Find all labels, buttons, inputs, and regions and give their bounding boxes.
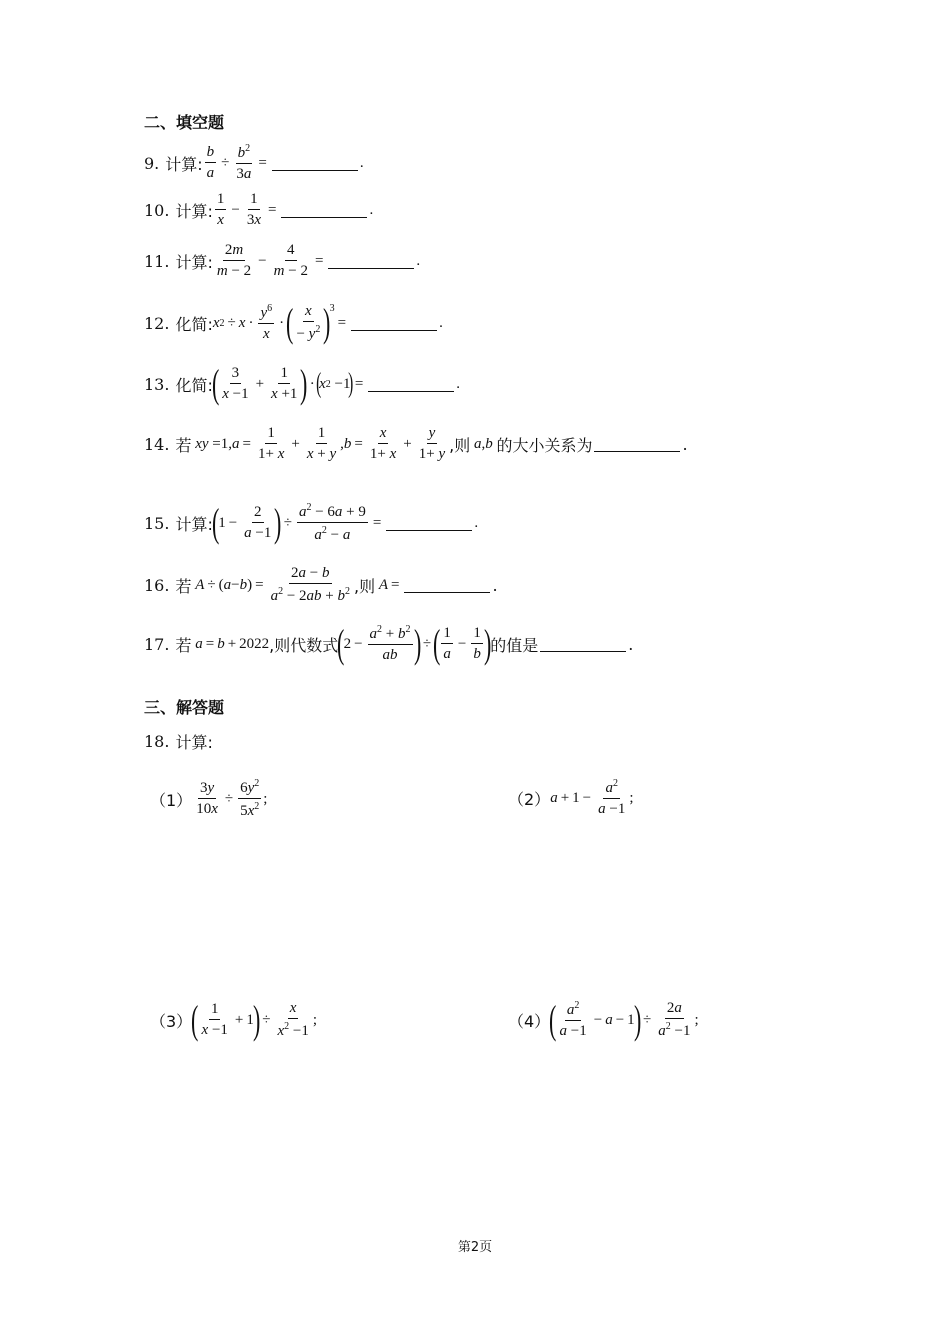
formula: ( 2 − $\frac{a^2 + b^2}{ab}$ ) ÷ ( $\frac{1}{a}$ − $\frac{1}{b}$ ) xyxy=(337,621,492,667)
formula: $\frac{2m}{m - 2}$ − $\frac{4}{m - 2}$ = . xyxy=(216,242,421,280)
problem-11 xyxy=(144,242,420,281)
answer-blank[interactable] xyxy=(272,156,358,171)
answer-blank[interactable] xyxy=(368,377,454,392)
answer-blank[interactable] xyxy=(594,437,680,452)
problem-number: 15. xyxy=(144,513,170,533)
problem-13 xyxy=(144,361,461,406)
problem-16: 16. 若 A ÷ ( a − b ) = $\frac{2a - b}{a^2 - 2ab + b^2}$ ,则 A = . xyxy=(144,565,498,605)
subproblem-1 xyxy=(150,778,267,821)
formula: ( $\frac{a^2}{a -1}$ − a − 1 ) ÷ $\frac{2a}{a^2 -1}$ ; xyxy=(549,997,699,1043)
page-footer: 第2页 xyxy=(457,1240,493,1255)
problem-15 xyxy=(144,502,478,545)
problem-tail: ,则 xyxy=(449,435,471,455)
problem-verb: 若 xyxy=(175,635,192,655)
problem-verb: 化简: xyxy=(175,314,213,334)
problem-18 xyxy=(144,730,213,753)
answer-blank[interactable] xyxy=(404,578,490,593)
answer-blank[interactable] xyxy=(351,316,437,331)
problem-tail-2: 的大小关系为 xyxy=(496,435,593,455)
problem-12 xyxy=(144,300,443,346)
formula: $\frac{1}{x}$ − $\frac{1}{3x}$ = . xyxy=(216,191,374,229)
problem-verb: 若 xyxy=(175,576,192,596)
problem-verb: 计算: xyxy=(175,514,213,534)
problem-9 xyxy=(144,143,364,184)
problem-number: 12. xyxy=(144,313,170,333)
problem-number: 10. xyxy=(144,200,170,220)
formula: ( $\frac{1}{x -1}$ + 1 ) ÷ $\frac{x}{x^2 -1}$ ; xyxy=(191,997,317,1043)
formula: ( $\frac{3}{x -1}$ + $\frac{1}{x +1}$ ) · ( x 2 −1 ) = . xyxy=(211,361,461,406)
subproblem-label: （1） xyxy=(150,790,193,810)
problem-number: 17. xyxy=(144,634,170,654)
problem-number: 13. xyxy=(144,374,170,394)
formula: x 2 ÷ x · $\frac{y^6}{x}$ · ( $\frac{x}{- y^2}$ ) 3 = . xyxy=(212,300,443,346)
formula: a + 1 − $\frac{a^2}{a -1}$ ; xyxy=(550,778,634,818)
problem-verb: 计算: xyxy=(175,733,213,752)
formula: ( 1 − $\frac{2}{a -1}$ ) ÷ $\frac{a^2 - 6a + 9}{a^2 - a}$ = . xyxy=(211,500,479,546)
problem-number: 9. xyxy=(144,153,160,173)
problem-17: 17. 若 a = b + 2022 ,则代数式 ( 2 − $\frac{a^2 + b^2}{ab}$ ) ÷ ( $\frac{1}{a}$ − $\frac{1}{b}$ ) 的值是 . xyxy=(144,621,634,667)
problem-verb: 计算: xyxy=(175,201,213,221)
problem-14: 14. 若 xy =1, a = $\frac{1}{1+ x}$ + $\frac{1}{x + y}$ , b = $\frac{x}{1+ x}$ + $\frac{y}{1+ y}$ ,则 a , b 的大小关系为 . xyxy=(144,425,688,463)
answer-blank[interactable] xyxy=(386,516,472,531)
answer-blank[interactable] xyxy=(328,254,414,269)
subproblem-4 xyxy=(508,997,699,1043)
subproblem-label: （4） xyxy=(508,1011,551,1031)
problem-tail: 的值是 xyxy=(490,635,539,655)
problem-number: 14. xyxy=(144,434,170,454)
problem-verb: 计算: xyxy=(175,252,213,272)
answer-blank[interactable] xyxy=(540,637,626,652)
subproblem-2 xyxy=(508,778,634,819)
subproblem-label: （3） xyxy=(150,1011,193,1031)
problem-verb: 化简: xyxy=(175,375,213,395)
formula: $\frac{b}{a}$ ÷ $\frac{b^2}{3a}$ = . xyxy=(206,143,364,183)
problem-number: 16. xyxy=(144,575,170,595)
problem-10 xyxy=(144,191,373,230)
problem-verb: 计算: xyxy=(165,154,203,174)
formula: xy =1, a = $\frac{1}{1+ x}$ + $\frac{1}{x + y}$ , b = $\frac{x}{1+ x}$ + $\frac{y}{1+ y}$ xyxy=(195,425,446,463)
subproblem-label: （2） xyxy=(508,789,551,809)
problem-number: 11. xyxy=(144,251,170,271)
subproblem-3 xyxy=(150,997,317,1043)
problem-number: 18. xyxy=(144,732,170,751)
problem-mid: ,则代数式 xyxy=(269,635,339,655)
formula: A ÷ ( a − b ) = $\frac{2a - b}{a^2 - 2ab + b^2}$ xyxy=(195,565,350,605)
problem-verb: 若 xyxy=(175,435,192,455)
answer-blank[interactable] xyxy=(281,203,367,218)
section-answer-title: 三、解答题 xyxy=(144,698,225,717)
problem-tail: ,则 xyxy=(354,576,376,596)
formula: $\frac{3y}{10x}$ ÷ $\frac{6y^2}{5x^2}$ ; xyxy=(196,778,268,820)
section-fill-blank-title: 二、填空题 xyxy=(144,113,225,132)
